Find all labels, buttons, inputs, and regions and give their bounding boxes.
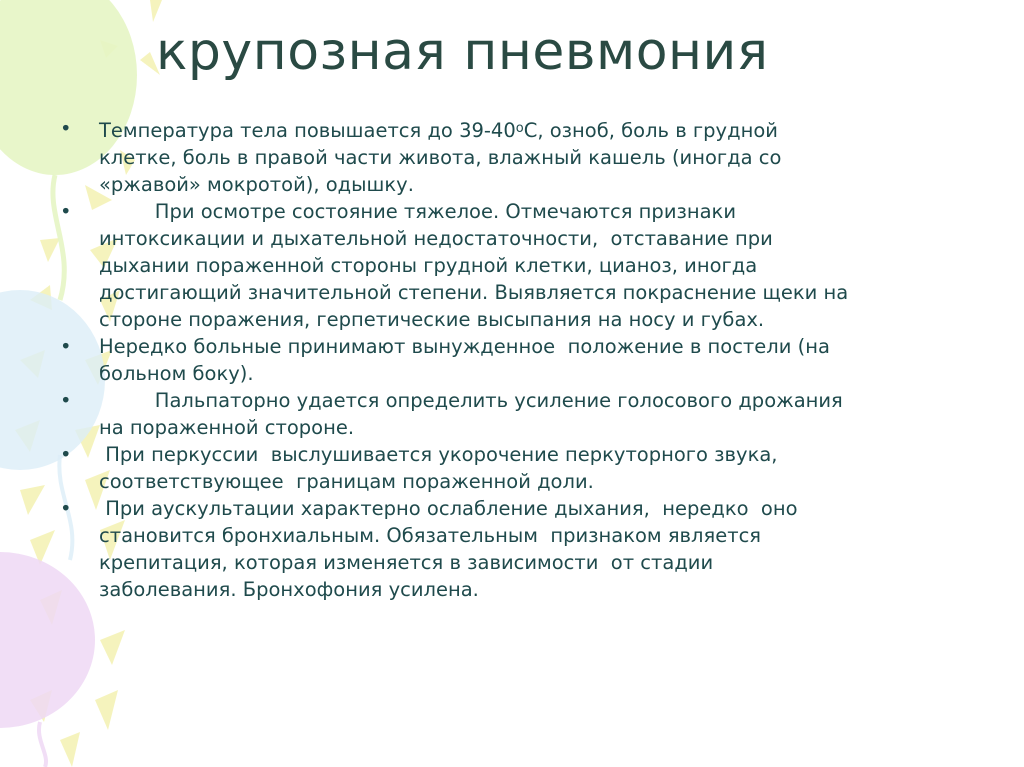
bullet-item xyxy=(60,115,980,198)
line-text: С, озноб, боль в грудной xyxy=(523,119,778,142)
bullet-line xyxy=(99,115,980,144)
bullet-item xyxy=(60,495,980,603)
bullet-marker: • xyxy=(60,200,72,223)
bullet-line: При перкуссии выслушивается укорочение перкуторного звука, xyxy=(99,443,778,466)
bullet-line: на пораженной стороне. xyxy=(99,416,355,439)
bullet-list xyxy=(60,115,980,603)
bullet-marker: • xyxy=(60,497,72,520)
line-text: Температура тела повышается до 39-40 xyxy=(99,119,516,142)
bullet-line: заболевания. Бронхофония усилена. xyxy=(99,578,479,601)
bullet-line: стороне поражения, герпетические высыпания на носу и губах. xyxy=(99,308,765,331)
bullet-line: крепитация, которая изменяется в зависимости от стадии xyxy=(99,551,714,574)
bullet-line: интоксикации и дыхательной недостаточности, отставание при xyxy=(99,227,773,250)
bullet-line: «ржавой» мокротой), одышку. xyxy=(99,173,414,196)
bullet-line: достигающий значительной степени. Выявляется покраснение щеки на xyxy=(99,281,849,304)
bullet-item xyxy=(60,387,980,441)
bullet-line: Пальпаторно удается определить усиление голосового дрожания xyxy=(99,389,843,412)
bullet-item xyxy=(60,198,980,333)
bullet-line: Нередко больные принимают вынужденное положение в постели (на xyxy=(99,335,830,358)
bullet-line: клетке, боль в правой части живота, влажный кашель (иногда со xyxy=(99,146,782,169)
bullet-line: дыхании пораженной стороны грудной клетки, цианоз, иногда xyxy=(99,254,758,277)
bullet-line: При осмотре состояние тяжелое. Отмечаются признаки xyxy=(99,200,737,223)
bullet-marker: • xyxy=(60,117,72,140)
bullet-line: При аускультации характерно ослабление дыхания, нередко оно xyxy=(99,497,798,520)
bullet-line: соответствующее границам пораженной доли. xyxy=(99,470,594,493)
bullet-marker: • xyxy=(60,335,72,358)
bullet-marker: • xyxy=(60,443,72,466)
bullet-line: становится бронхиальным. Обязательным признаком является xyxy=(99,524,762,547)
bullet-item xyxy=(60,333,980,387)
slide-title: крупозная пневмония xyxy=(156,22,769,82)
bullet-line: больном боку). xyxy=(99,362,254,385)
bullet-item xyxy=(60,441,980,495)
degree-superscript: о xyxy=(515,121,524,136)
bullet-marker: • xyxy=(60,389,72,412)
